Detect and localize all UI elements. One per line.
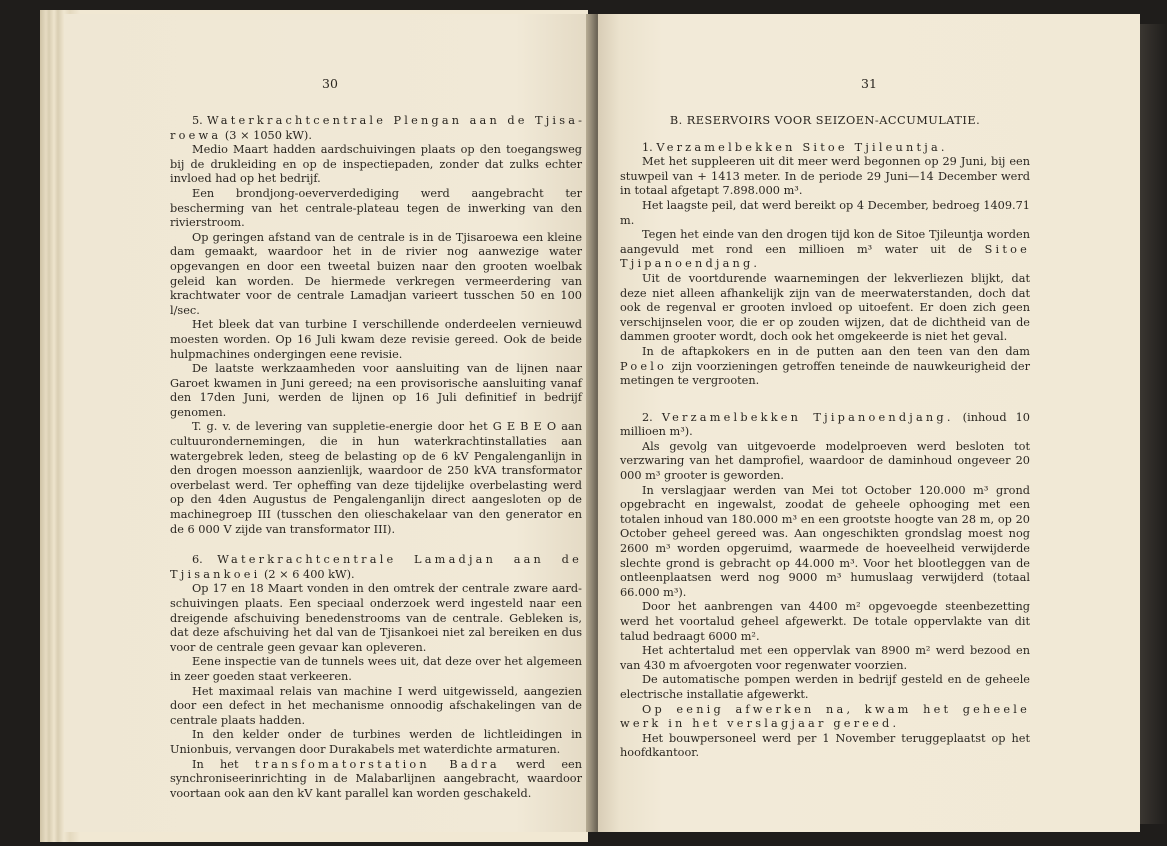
paragraph <box>620 732 1030 761</box>
paragraph <box>620 673 1030 702</box>
paragraph <box>170 685 582 729</box>
paragraph <box>620 272 1030 345</box>
text-run: (2 × 6 400 kW). <box>260 567 355 581</box>
paragraph <box>620 155 1030 199</box>
text-run: Met het suppleeren uit dit meer werd begonnen op 29 Juni, bij een stuwpeil van + 1413 meter. In de periode 29 Juni—14 December werd in totaal afgetapt 7.898.000 m³. <box>620 155 1030 198</box>
text-run: Op geringen afstand van de centrale is in de Tjisaroewa een kleine dam gemaakt, waardoor het in de rivier nog aanwezige water opgevangen en door een tweetal buizen naar den grooten woelbak geleid kan worden. De hiermede verkregen vermeerdering van krachtwater voor de centrale Lamadjan varieert tusschen 50 en 100 l/sec. <box>170 230 582 317</box>
spaced-emphasis: Waterkrachtcentrale Lamadjan aan de Tjisankoei <box>170 553 582 581</box>
right-text-column <box>620 114 1030 761</box>
paragraph <box>620 228 1030 272</box>
text-run: De automatische pompen werden in bedrijf gesteld en de geheele electrische installatie afgewerkt. <box>620 673 1030 701</box>
text-run: Het laagste peil, dat werd bereikt op 4 December, bedroeg 1409.71 m. <box>620 198 1030 227</box>
spaced-emphasis: Sitoe Tjipanoendjang. <box>620 242 1030 271</box>
right-cover-edge <box>1140 24 1167 824</box>
paragraph <box>170 143 582 187</box>
right-page <box>598 14 1140 832</box>
paragraph <box>170 758 582 802</box>
left-page <box>64 14 596 832</box>
text-run: 6. <box>192 553 218 567</box>
spaced-emphasis: Op eenig afwerken na, kwam het geheele werk in het verslagjaar gereed. <box>620 702 1030 731</box>
paragraph <box>620 600 1030 644</box>
paragraph <box>170 362 582 420</box>
paragraph <box>620 644 1030 673</box>
paragraph <box>620 703 1030 732</box>
text-run: Als gevolg van uitgevoerde modelproeven werd besloten tot verzwaring van het damprofiel, waardoor de daminhoud ongeveer 20 000 m³ grooter is geworden. <box>620 439 1030 483</box>
page-number-left: 30 <box>322 76 338 91</box>
text-run: Tegen het einde van den drogen tijd kon de Sitoe Tjileuntja worden aangevuld met rond een millioen m³ water uit de <box>620 228 1030 256</box>
section-heading: B. RESERVOIRS VOOR SEIZOEN-ACCUMULATIE. <box>669 114 981 127</box>
text-run: (3 × 1050 kW). <box>221 128 312 142</box>
paragraph <box>170 318 582 362</box>
text-run: 2. <box>642 410 662 424</box>
text-run: Een brondjong-oeververdediging werd aangebracht ter bescherming van het centrale-plateau tegen de inwerking van den rivierstroom. <box>170 186 582 230</box>
text-run: In het <box>192 757 255 771</box>
paragraph <box>620 484 1030 601</box>
left-text-column <box>170 114 582 801</box>
text-run: werd een synchroniseerinrichting in de Malabarlijnen aangebracht, waardoor voortaan ook aan den kV kant parallel kan worden geschakeld. <box>170 757 582 800</box>
text-run: Op 17 en 18 Maart vonden in den omtrek der centrale zware aardschuivingen plaats. Een speciaal onderzoek werd ingesteld naar een dreigende afschuiving benedenstrooms van de centrale. Gebleken is, dat deze afschuiving het dal van de Tjisankoei niet zal bereiken en dus voor de centrale geen gevaar kan opleveren. <box>170 582 582 654</box>
page-number-right: 31 <box>861 76 877 91</box>
text-run: 5. <box>192 114 207 127</box>
text-run: Eene inspectie van de tunnels wees uit, dat deze over het algemeen in zeer goeden staat verkeeren. <box>170 655 582 683</box>
text-run: In de aftapkokers en in de putten aan den teen van den dam <box>642 344 1030 358</box>
paragraph <box>170 114 582 143</box>
paragraph <box>170 655 582 684</box>
text-run: Het bleek dat van turbine I verschillende onderdeelen vernieuwd moesten worden. Op 16 Juli kwam deze revisie gereed. Ook de beide hulpmachines ondergingen eene revisie. <box>170 318 582 361</box>
paragraph <box>620 345 1030 389</box>
paragraph <box>170 231 582 319</box>
text-run: De laatste werkzaamheden voor aansluiting van de lijnen naar Garoet kwamen in Juni gereed; na een provisorische aansluiting vanaf den 17den Juni, werden de lijnen op 16 Juli definitief in bedrijf genomen. <box>170 362 582 419</box>
spaced-emphasis: Poelo <box>620 359 668 373</box>
text-run: (inhoud 10 millioen m³). <box>620 410 1030 439</box>
spaced-emphasis: Waterkrachtcentrale Plengan aan de Tjisaroewa <box>170 114 582 142</box>
text-run: zijn voorzieningen getroffen teneinde de nauwkeurigheid der metingen te vergrooten. <box>620 359 1030 388</box>
text-run: Het achtertalud met een oppervlak van 8900 m² werd bezood en van 430 m afvoergoten voor regenwater voorzien. <box>620 644 1030 672</box>
spaced-emphasis: transfomatorstation Badra <box>254 757 500 771</box>
spaced-emphasis: Verzamelbekken Sitoe Tjileuntja. <box>656 140 948 154</box>
paragraph <box>170 553 582 582</box>
paragraph <box>170 728 582 757</box>
text-run: In verslagjaar werden van Mei tot October 120.000 m³ grond opgebracht en ingewalst, zoodat de geheele ophooging met een totalen inhoud van 180.000 m³ en een grootste hoogte van 28 m, op 20 October geheel gereed was. Aan ongeschikten grondslag moest nog 2600 m³ worden opgeruimd, waarmede de hoeveelheid verwijderde slechte grond is gebracht op 44.000 m³. Voor het blootleggen van de ontleenplaatsen werd nog 9000 m³ humuslaag verwijderd (totaal 66.000 m³). <box>620 483 1030 599</box>
text-run: Het bouwpersoneel werd per 1 November teruggeplaatst op het hoofdkantoor. <box>620 731 1030 760</box>
paragraph <box>620 141 1030 156</box>
text-run: Uit de voortdurende waarnemingen der lekverliezen blijkt, dat deze niet alleen afhankelijk zijn van de meerwaterstanden, doch dat ook de regenval er grooten invloed op uitoefent. Er doen zich geen verschijnselen voor, die er op zouden wijzen, dat de dichtheid van de dammen grooter wordt, doch ook het omgekeerde is niet het geval. <box>620 271 1030 344</box>
spaced-emphasis: Verzamelbekken Tjipanoendjang. <box>661 410 954 424</box>
paragraph <box>620 440 1030 484</box>
text-run: Medio Maart hadden aardschuivingen plaats op den toegangsweg bij de drukleiding en op de inspectiepaden, zonder dat zulks echter invloed had op het bedrijf. <box>170 143 582 186</box>
paragraph <box>170 187 582 231</box>
text-run: 1. <box>642 140 657 154</box>
paragraph <box>170 582 582 655</box>
text-run: In den kelder onder de turbines werden de lichtleidingen in Unionbuis, vervangen door Durakabels met waterdichte armaturen. <box>170 728 582 756</box>
paragraph <box>170 420 582 537</box>
text-run: Door het aanbrengen van 4400 m² opgevoegde steenbezetting werd het voortalud geheel afgewerkt. De totale oppervlakte van dit talud bedraagt 6000 m². <box>620 600 1030 643</box>
text-run: Het maximaal relais van machine I werd uitgewisseld, aangezien door een defect in het mechanisme onnoodig afschakelingen van de centrale plaats hadden. <box>170 684 582 727</box>
paragraph <box>620 411 1030 440</box>
text-run: T. g. v. de levering van suppletie-energie door het G E B E O aan cultuurondernemingen, die in hun waterkrachtinstallaties aan watergebrek leden, steeg de belasting op de 6 kV Pengalenganlijn in den drogen moesson aanzienlijk, waardoor de 250 kVA transformator overbelast werd. Ter opheffing van deze tijdelijke overbelasting werd op den 4den Augustus de Pengalenganlijn direct aangesloten op de machinegroep III (tusschen den olieschakelaar van den generator en de 6 000 V zijde van transformator III). <box>170 420 582 536</box>
paragraph <box>620 199 1030 228</box>
